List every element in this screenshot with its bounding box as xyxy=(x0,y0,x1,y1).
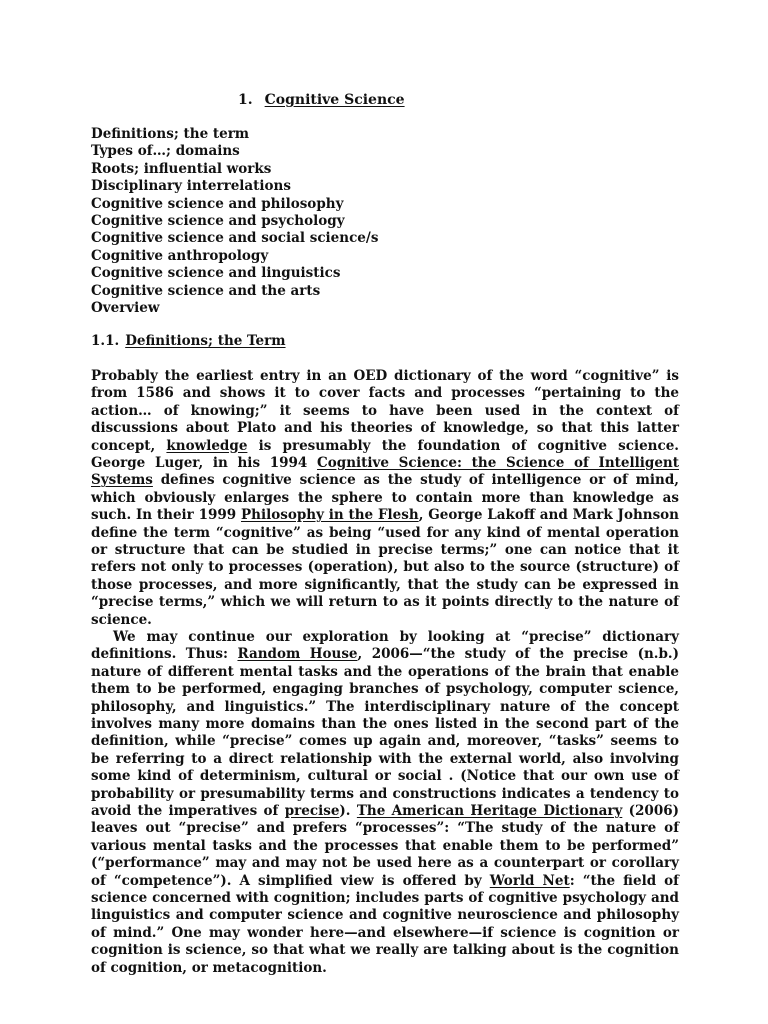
underlined-term: knowledge xyxy=(166,437,248,454)
topic-item: Cognitive science and the arts xyxy=(91,282,321,299)
paragraph-text: : “the field of science concerned with cognition; includes parts of cognitive psychology and linguistics and computer science and cognitive neuroscience and philosophy of mind.” One may wonder here—and elsewhere—if science is cognition or cognition is science, so that what we really are talking about is the cognition of cognition, or metacognition. xyxy=(91,872,679,976)
body-paragraph xyxy=(91,368,679,629)
paragraph-text: (2006) leaves out “precise” and prefers “processes”: “The study of the nature of various mental tasks and the processes that enable them to be performed” (“performance” may and may not be used here as a counterpart or corollary of “competence”). A simplified view is offered by xyxy=(91,803,679,889)
topic-item: Cognitive science and psychology xyxy=(91,213,345,230)
paragraph-text: is presumably the foundation of cognitive science. George Luger, in his 1994 xyxy=(91,437,679,471)
underlined-term: precise xyxy=(284,803,340,820)
source-title: Random House xyxy=(237,646,358,663)
topic-item: Types of…; domains xyxy=(91,143,240,160)
source-title: World Net xyxy=(489,872,570,889)
topic-item: Cognitive science and philosophy xyxy=(91,195,344,212)
paragraph-text: , 2006—“the study of the precise (n.b.) nature of different mental tasks and the operations of the brain that enable them to be performed, engaging branches of psychology, computer science, philosophy, and linguistics.” The interdisciplinary nature of the concept involves many more domains than the ones listed in the second part of the definition, while “precise” comes up again and, moreover, “tasks” seems to be referring to a direct relationship with the external world, also involving some kind of determinism, cultural or social . (Notice that our own use of probability or presumability terms and constructions indicates a tendency to avoid the imperatives of xyxy=(91,646,679,820)
body-paragraph xyxy=(91,629,679,977)
section-heading xyxy=(91,333,679,350)
book-title: Philosophy in the Flesh xyxy=(241,507,419,524)
section-number: 1.1. xyxy=(91,333,120,350)
paragraph-text: ). xyxy=(339,803,357,820)
chapter-heading xyxy=(91,90,679,110)
topic-item: Cognitive science and linguistics xyxy=(91,265,341,282)
topic-item: Disciplinary interrelations xyxy=(91,178,291,195)
paragraph-text: Probably the earliest entry in an OED dictionary of the word “cognitive” is from 1586 and shows it to cover facts and processes “pertaining to the action… of knowing;” it seems to have been used in the context of discussions about Plato and his theories of knowledge, so that this latter concept, xyxy=(91,367,679,454)
paragraph-text: We may continue our exploration by looking at “precise” dictionary definitions. Thus: xyxy=(91,628,679,663)
document-page xyxy=(91,90,679,977)
section-title: Definitions; the Term xyxy=(125,333,286,350)
topic-item: Overview xyxy=(91,300,160,317)
paragraph-text: , George Lakoff and Mark Johnson define the term “cognitive” as being “used for any kind of mental operation or structure that can be studied in precise terms;” one can notice that it refers not only to processes (operation), but also to the source (structure) of those processes, and more significantly, that the study can be expressed in “precise terms,” which we will return to as it points directly to the nature of science. xyxy=(91,507,679,628)
topic-item: Definitions; the term xyxy=(91,126,250,142)
topic-item: Roots; influential works xyxy=(91,160,272,177)
book-title: Cognitive Science: the Science of Intelligent Systems xyxy=(91,454,679,489)
chapter-title: Cognitive Science xyxy=(264,92,405,108)
source-title: The American Heritage Dictionary xyxy=(356,803,623,820)
topic-item: Cognitive anthropology xyxy=(91,247,269,264)
chapter-number: 1. xyxy=(238,92,253,108)
topic-item: Cognitive science and social science/s xyxy=(91,230,379,247)
topic-list xyxy=(91,126,679,317)
paragraph-text: defines cognitive science as the study of intelligence or of mind, which obviously enlarges the sphere to contain more than knowledge as such. In their 1999 xyxy=(91,472,679,524)
